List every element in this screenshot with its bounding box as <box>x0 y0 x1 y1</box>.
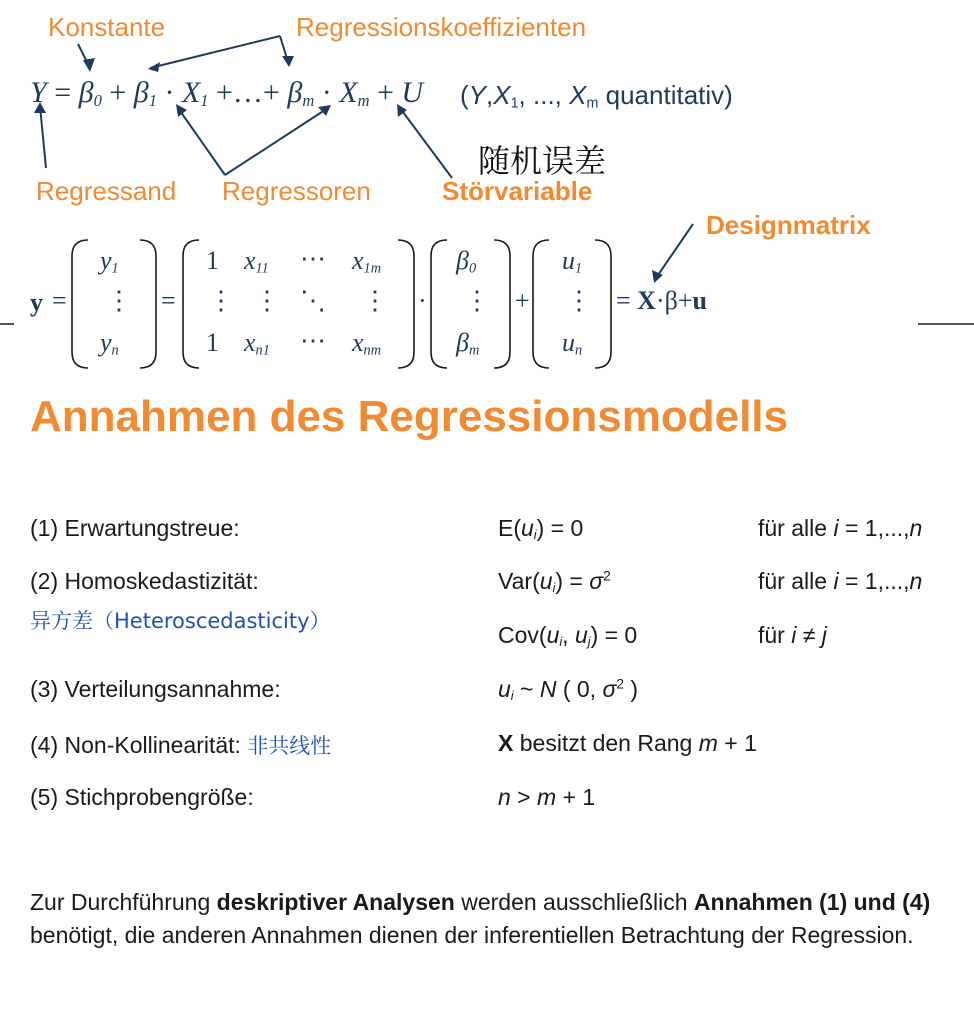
assumption-5-name: (5) Stichprobengröße: <box>30 784 254 810</box>
assumption-5-formula: n > m + 1 <box>498 784 596 810</box>
heteroscedasticity-note: 异方差（Heteroscedasticity） <box>30 609 331 633</box>
label-regressoren: Regressoren <box>222 176 371 206</box>
label-regressand: Regressand <box>36 176 177 206</box>
quantitative-note: ($Y,X_1$, ..., $X_m$ quantitativ) <box>460 80 733 112</box>
assumption-2b-condition: für i ≠ j <box>758 622 827 648</box>
assumption-2-name: (2) Homoskedastizität: <box>30 568 259 594</box>
assumption-3-name: (3) Verteilungsannahme: <box>30 676 281 702</box>
assumption-2b-formula: $Cov(u_i$, $u_j) = 0$ <box>498 622 638 650</box>
label-regressionskoeffizienten: Regressionskoeffizienten <box>296 12 587 42</box>
label-stoervariable: Störvariable <box>442 176 593 206</box>
assumption-2-condition: für alle i = 1,...,n <box>758 568 923 594</box>
non-collinearity-chinese: 非共线性 <box>247 734 332 758</box>
random-error-chinese: 随机误差 <box>478 142 607 180</box>
assumption-4-formula: X besitzt den Rang m + 1 <box>498 730 757 756</box>
assumption-1-condition: für alle i = 1,...,n <box>758 515 923 541</box>
section-title: Annahmen des Regressionsmodells <box>30 392 788 441</box>
assumption-2-formula: $Var(u_i) = \sigma^2$ <box>498 568 611 596</box>
label-designmatrix: Designmatrix <box>706 210 871 240</box>
assumption-1-formula: $E(u_i) = 0$ <box>498 515 584 543</box>
assumption-3-formula: $u_i$ ~ N ( 0, $\sigma^2$ ) <box>498 676 639 704</box>
assumption-4-name: (4) Non-Kollinearität: 非共线性 <box>30 732 332 758</box>
quantitativ-text: quantitativ) <box>605 80 733 110</box>
assumption-1-name: (1) Erwartungstreue: <box>30 515 240 541</box>
label-konstante: Konstante <box>48 12 166 42</box>
regression-equation: $Y = \beta_0 + \beta_1 \cdot X_1$ +…+ $\beta_m \cdot X_m + U$ <box>30 76 424 111</box>
summary-note: Zur Durchführung deskriptiver Analysen werden ausschließlich Annahmen (1) und (4) benötigt, die anderen Annahmen dienen der inferentiellen Betrachtung der Regression. <box>30 889 931 948</box>
